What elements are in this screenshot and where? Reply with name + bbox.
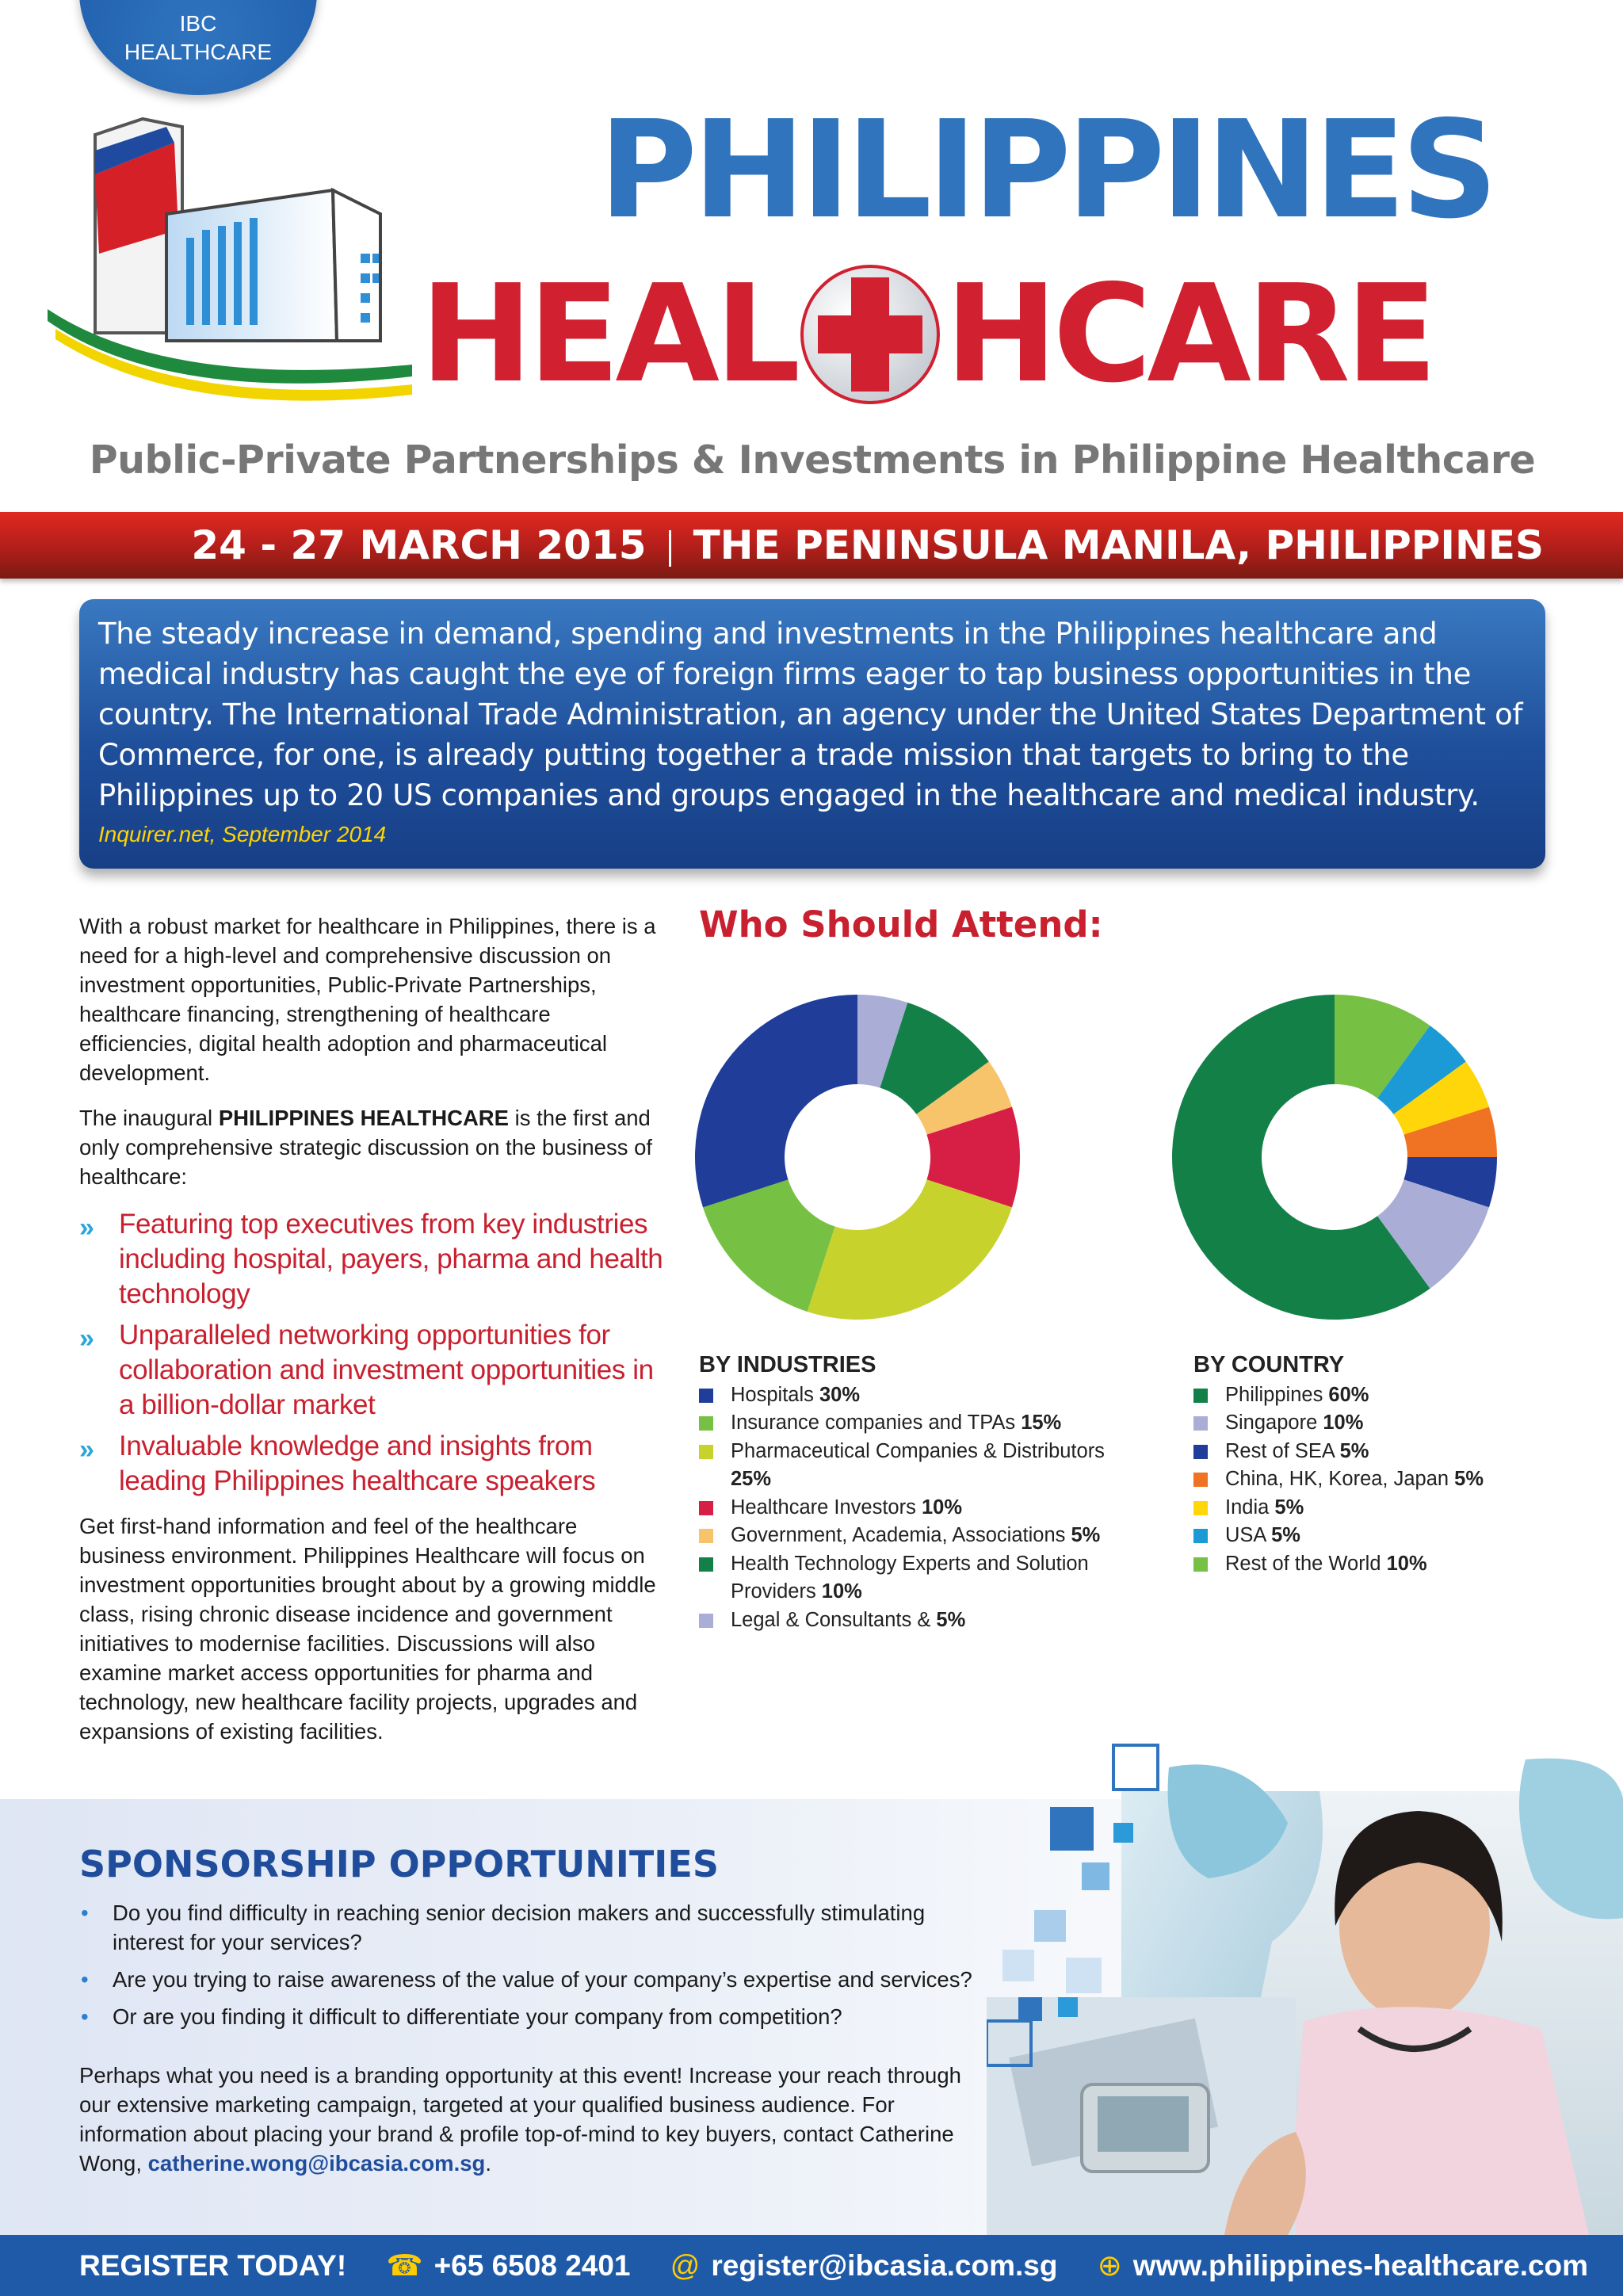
legend-item — [699, 1381, 1143, 1410]
legend-percent: 25% — [731, 1468, 772, 1490]
highlight-text: Invaluable knowledge and insights from leading Philippines healthcare speakers — [119, 1431, 596, 1496]
legend-swatch — [1193, 1501, 1208, 1515]
legend-swatch — [1193, 1445, 1208, 1459]
legend-label: Healthcare Investors — [731, 1496, 922, 1519]
sponsorship-question: • Are you trying to raise awareness of the value of your company’s expertise and services? — [79, 1965, 991, 1994]
banner-divider — [669, 530, 671, 567]
event-venue: THE PENINSULA MANILA, PHILIPPINES — [693, 522, 1544, 568]
legend-swatch — [699, 1557, 713, 1572]
chevron-right-icon: » — [79, 1324, 94, 1354]
legend-swatch — [699, 1501, 713, 1515]
phone-icon: ☎ — [386, 2249, 423, 2282]
event-title-line2 — [420, 246, 1577, 420]
legend-percent: 10% — [1323, 1412, 1364, 1434]
quote-source: Inquirer.net, September 2014 — [98, 822, 387, 846]
legend-item — [1193, 1438, 1558, 1466]
sponsorship-question: • Do you find difficulty in reaching senior decision makers and successfully stimulating interest for your services? — [79, 1898, 991, 1957]
intro-paragraph-2 — [79, 1103, 666, 1191]
donut-slice-hospitals — [695, 995, 857, 1207]
legend-by-country — [1193, 1351, 1558, 1578]
organizer-line2: HEALTHCARE — [124, 40, 273, 64]
legend-label: Singapore — [1225, 1412, 1323, 1434]
legend-percent: 60% — [1328, 1383, 1369, 1406]
sponsorship-body-text: Perhaps what you need is a branding opportunity at this event! Increase your reach through our extensive marketing campaign, targeted at your qualified business audience. For information about placing your brand & profile top-of-mind to key buyers, contact Catherine Wong, — [79, 2063, 961, 2176]
legend-label: Hospitals — [731, 1383, 819, 1406]
legend-swatch — [699, 1389, 713, 1403]
intro-p2-event-name: PHILIPPINES HEALTHCARE — [218, 1106, 510, 1130]
legend-label: Rest of the World — [1225, 1552, 1387, 1575]
legend-item — [699, 1494, 1143, 1522]
legend-percent: 10% — [821, 1580, 862, 1603]
donut-slice-pharmaceutical-companies-distributors — [808, 1179, 1012, 1320]
sponsorship-question: • Or are you finding it difficult to differentiate your company from competition? — [79, 2002, 991, 2031]
legend-item — [699, 1438, 1143, 1494]
sponsorship-body-end: . — [485, 2151, 491, 2176]
highlight-item — [79, 1429, 666, 1499]
legend-swatch — [1193, 1473, 1208, 1487]
legend-percent: 10% — [1386, 1552, 1427, 1575]
globe-icon: ⊕ — [1097, 2249, 1122, 2282]
legend-percent: 5% — [1339, 1439, 1369, 1462]
event-subtitle: Public-Private Partnerships & Investments in Philippine Healthcare — [89, 437, 1536, 483]
intro-paragraph-3: Get first-hand information and feel of the healthcare business environment. Philippines Healthcare will focus on investment opportunities brought about by a growing middle class, rising chronic disease incidence and government initiatives to modernise facilities. Discussions will also examine market access opportunities for pharma and technology, new healthcare facility projects, upgrades and expansions of existing facilities. — [79, 1514, 656, 1744]
legend-item — [699, 1522, 1143, 1550]
legend-swatch — [699, 1529, 713, 1543]
hospital-building-logo — [48, 103, 428, 420]
sponsorship-body — [79, 2061, 991, 2178]
sponsorship-title: SPONSORSHIP OPPORTUNITIES — [79, 1843, 719, 1885]
intro-column — [79, 911, 666, 1762]
legend-item — [1193, 1494, 1558, 1522]
legend-swatch — [699, 1416, 713, 1431]
legend-percent: 15% — [1021, 1412, 1062, 1434]
attendee-donut-charts — [689, 983, 1514, 1331]
legend-item — [699, 1606, 1143, 1635]
doctor-photo — [987, 1736, 1623, 2235]
medical-cross-icon — [799, 263, 941, 406]
legend-title: BY INDUSTRIES — [699, 1352, 876, 1377]
intro-paragraph-1: With a robust market for healthcare in Philippines, there is a need for a high-level and comprehensive discussion on investment opportunities, Public-Private Partnerships, healthcare financing, strengthening of healthcare efficiencies, digital health adoption and pharmaceutical development. — [79, 914, 656, 1085]
legend-label: Rest of SEA — [1225, 1439, 1340, 1462]
highlight-list — [79, 1207, 666, 1499]
chevron-right-icon: » — [79, 1213, 94, 1243]
legend-percent: 5% — [1454, 1468, 1484, 1490]
legend-label: Legal & Consultants & — [731, 1608, 937, 1631]
legend-swatch — [699, 1614, 713, 1628]
footer-bar — [0, 2235, 1623, 2296]
event-title-line1: PHILIPPINES — [598, 92, 1494, 249]
legend-swatch — [1193, 1529, 1208, 1543]
legend-swatch — [1193, 1557, 1208, 1572]
intro-p2-text-a: The inaugural — [79, 1106, 219, 1130]
highlight-item — [79, 1318, 666, 1423]
who-should-attend-title: Who Should Attend: — [699, 904, 1103, 946]
legend-item — [1193, 1522, 1558, 1550]
intro-p2-text-b: is the first and only comprehensive strategic discussion on the business of healthcare: — [79, 1106, 653, 1189]
organizer-badge — [79, 0, 317, 95]
legend-item — [699, 1409, 1143, 1438]
legend-item — [1193, 1381, 1558, 1410]
phone-number: +65 6508 2401 — [433, 2249, 631, 2282]
legend-swatch — [1193, 1416, 1208, 1431]
legend-percent: 5% — [1071, 1524, 1101, 1546]
legend-item — [1193, 1465, 1558, 1494]
legend-label: Government, Academia, Associations — [731, 1524, 1071, 1546]
legend-item — [1193, 1550, 1558, 1579]
quote-box — [79, 599, 1545, 869]
highlight-text: Featuring top executives from key industries including hospital, payers, pharma and health technology — [119, 1209, 663, 1309]
legend-percent: 10% — [921, 1496, 962, 1519]
legend-label: Health Technology Experts and Solution Providers — [731, 1552, 1089, 1603]
website-url: www.philippines-healthcare.com — [1132, 2249, 1589, 2282]
phone-contact[interactable] — [386, 2235, 630, 2296]
legend-percent: 30% — [819, 1383, 861, 1406]
legend-label: China, HK, Korea, Japan — [1225, 1468, 1455, 1490]
quote-text: The steady increase in demand, spending and investments in the Philippines healthcare and medical industry has caught the eye of foreign firms eager to tap business opportunities in the country. The International Trade Administration, an agency under the United States Department of Commerce, for one, is already putting together a trade mission that targets to bring to the Philippines up to 20 US companies and groups engaged in the healthcare and medical industry. — [98, 617, 1523, 812]
website-link[interactable] — [1098, 2235, 1588, 2296]
email-contact[interactable] — [670, 2235, 1058, 2296]
legend-swatch — [699, 1445, 713, 1459]
highlight-text: Unparalleled networking opportunities for collaboration and investment opportunities in a billion-dollar market — [119, 1320, 654, 1420]
chevron-right-icon: » — [79, 1435, 94, 1465]
date-venue-banner — [0, 512, 1623, 579]
highlight-item — [79, 1207, 666, 1312]
sponsorship-questions — [79, 1898, 991, 2039]
register-email: register@ibcasia.com.sg — [711, 2249, 1058, 2282]
legend-label: USA — [1225, 1524, 1272, 1546]
register-cta[interactable]: REGISTER TODAY! — [79, 2249, 347, 2282]
legend-percent: 5% — [1274, 1496, 1304, 1519]
legend-percent: 5% — [1271, 1524, 1300, 1546]
organizer-line1: IBC — [179, 11, 217, 36]
event-date: 24 - 27 MARCH 2015 — [191, 522, 647, 568]
legend-label: Philippines — [1225, 1383, 1329, 1406]
legend-label: Pharmaceutical Companies & Distributors — [731, 1439, 1105, 1462]
legend-item — [699, 1550, 1143, 1606]
title-part-right: HCARE — [945, 255, 1433, 413]
legend-percent: 5% — [936, 1608, 966, 1631]
sponsor-contact-email-link[interactable]: catherine.wong@ibcasia.com.sg — [147, 2151, 486, 2176]
legend-item — [1193, 1409, 1558, 1438]
legend-label: India — [1225, 1496, 1275, 1519]
legend-swatch — [1193, 1389, 1208, 1403]
title-part-left: HEAL — [420, 255, 796, 413]
legend-label: Insurance companies and TPAs — [731, 1412, 1022, 1434]
legend-title: BY COUNTRY — [1193, 1352, 1345, 1377]
email-icon: @ — [670, 2249, 701, 2282]
legend-by-industries — [699, 1351, 1143, 1634]
